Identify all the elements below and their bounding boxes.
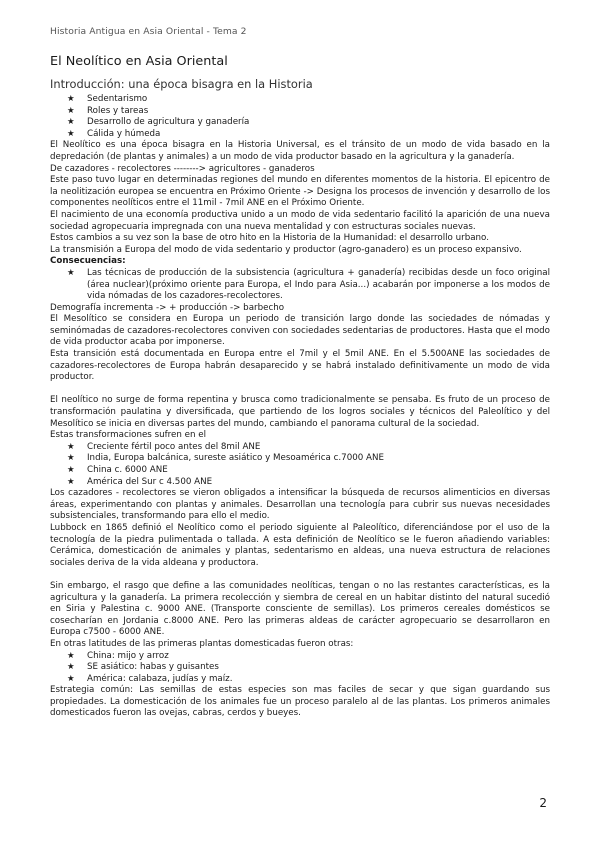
star-bullet-icon: ★ — [67, 662, 75, 673]
bullet-item — [50, 106, 550, 118]
section-subtitle: Introducción: una época bisagra en la Historia — [50, 77, 313, 91]
paragraph-urban-development: Estos cambios a su vez son la base de otro hito en la Historia de la Humanidad: el desarrollo urbano. — [50, 233, 489, 244]
star-bullet-icon: ★ — [67, 117, 75, 128]
paragraph-gradual-process: El neolítico no surge de forma repentina y brusca como tradicionalmente se pensaba. Es fruto de un proceso de transformación paulatina y diversificada, que partiendo de los logros sociales y técnicos del Paleolítico y del Mesolítico se inicia en diversas partes del mundo, cambiando el panorama cultural de la sociedad. — [50, 395, 550, 429]
star-bullet-icon: ★ — [67, 128, 75, 139]
paragraph-demography: Demografía incrementa -> + producción -> barbecho — [50, 302, 285, 313]
star-bullet-icon: ★ — [67, 267, 75, 278]
bullet-item — [50, 129, 550, 141]
star-bullet-icon: ★ — [67, 650, 75, 661]
bullet-item — [50, 94, 550, 106]
running-header: Historia Antigua en Asia Oriental - Tema 2 — [50, 26, 247, 37]
paragraph-lubbock: Lubbock en 1865 definió el Neolítico como el periodo siguiente al Paleolítico, diferenciándose por el uso de la tecnología de la piedra pulimentada o tallada. A esta definición de Neolítico se le fueron añadiendo variables: Cerámica, domesticación de animales y plantas, sedentarismo en aldeas, una nueva estructura de relaciones sociales deriva de la vida aldeana y productora. — [50, 522, 550, 568]
star-bullet-icon: ★ — [67, 94, 75, 104]
bullet-item — [50, 117, 550, 129]
transformations-bullet-list — [50, 442, 550, 488]
star-bullet-icon: ★ — [67, 105, 75, 116]
bullet-text: China c. 6000 ANE — [87, 465, 168, 475]
star-bullet-icon: ★ — [67, 441, 75, 452]
bullet-item — [50, 465, 550, 477]
bullet-text: América del Sur c 4.500 ANE — [87, 476, 213, 487]
consequences-bullet-list — [50, 268, 550, 303]
star-bullet-icon: ★ — [67, 673, 75, 684]
consequences-label: Consecuencias — [50, 256, 123, 267]
paragraph-hunter-gatherers: Los cazadores - recolectores se vieron obligados a intensificar la búsqueda de recursos alimenticios en diversas áreas, experimentando con plantas y animales. Desarrollan una tecnología para cubrir sus nuevas necesidades subsistenciales, transformando para ello el medio. — [50, 488, 550, 522]
bullet-text: Las técnicas de producción de la subsistencia (agricultura + ganadería) recibidas desde un foco original (área nuclear)(próximo oriente para Europa, el Indo para Asia...) acabarán por imponerse a los modos de vida nómadas de los cazadores-recolectores. — [87, 267, 550, 302]
paragraph-other-latitudes: En otras latitudes de las primeras plantas domesticadas fueron otras: — [50, 638, 354, 649]
intro-bullet-list — [50, 94, 550, 140]
bullet-item — [50, 674, 550, 686]
bullet-item — [50, 442, 550, 454]
page-number: 2 — [539, 796, 547, 810]
bullet-text: China: mijo y arroz — [87, 650, 169, 661]
plants-bullet-list — [50, 651, 550, 686]
paragraph-transition-dates: Esta transición está documentada en Europa entre el 7mil y el 5mil ANE. En el 5.500ANE las sociedades de cazadores-recolectores de Europa habrán desaparecido y se habrá instalado definitivamente un modo de vida productor. — [50, 349, 550, 383]
bullet-text: Creciente fértil poco antes del 8mil ANE — [87, 441, 261, 452]
bullet-text: Roles y tareas — [87, 105, 149, 116]
bullet-text: Desarrollo de agricultura y ganadería — [87, 117, 250, 128]
paragraph-productive-economy: El nacimiento de una economía productiva unido a un modo de vida sedentario facilitó la aparición de una nueva sociedad agropecuaria impregnada con una nueva mentalidad y con estructuras sociales nuevas. — [50, 209, 550, 232]
page-title: El Neolítico en Asia Oriental — [50, 54, 228, 69]
star-bullet-icon: ★ — [67, 465, 75, 475]
bullet-text: Cálida y húmeda — [87, 128, 161, 139]
page-content — [50, 54, 550, 720]
bullet-item — [50, 651, 550, 663]
paragraph-epicenter: Este paso tuvo lugar en determinadas regiones del mundo en diferentes momentos de la historia. El epicentro de la neolitización europea se encuentra en Próximo Oriente -> Designa los procesos de invención y desarrollo de los componentes neolíticos entre el 11mil - 7mil ANE en el Próximo Oriente. — [50, 175, 550, 209]
paragraph-common-strategy: Estrategia común: Las semillas de estas especies son mas faciles de secar y que sigan guardando sus propiedades. La domesticación de los animales fue un proceso paralelo al de las plantas. Los primeros animales domesticados fueron las ovejas, cabras, cerdos y bueyes. — [50, 685, 550, 719]
star-bullet-icon: ★ — [67, 453, 75, 464]
paragraph-gap — [50, 569, 550, 581]
bullet-item — [50, 662, 550, 674]
paragraph-gap — [50, 384, 550, 396]
bullet-item — [50, 453, 550, 465]
paragraph-transmission-europe: La transmisión a Europa del modo de vida sedentario y productor (agro-ganadero) es un proceso expansivo. — [50, 244, 522, 255]
paragraph-transformations-intro: Estas transformaciones sufren en el — [50, 430, 207, 441]
bullet-text: América: calabaza, judías y maíz. — [87, 673, 233, 684]
bullet-item — [50, 268, 550, 303]
bullet-text: SE asiático: habas y guisantes — [87, 662, 219, 673]
paragraph-definition: El Neolítico es una época bisagra en la Historia Universal, es el tránsito de un modo de vida basado en la depredación (de plantas y animales) a un modo de vida productor basado en la agricultura y la ganadería. — [50, 140, 550, 162]
star-bullet-icon: ★ — [67, 476, 75, 487]
paragraph-mesolithic: El Mesolítico se considera en Europa un periodo de transición largo donde las sociedades de nómadas y seminómadas de cazadores-recolectores conviven con sociedades sedentarias de productores. Hasta que el modo de vida productor acaba por imponerse. — [50, 314, 550, 348]
bullet-text: Sedentarismo — [87, 94, 148, 104]
paragraph-transition-arrow: De cazadores - recolectores --------> agricultores - ganaderos — [50, 163, 315, 174]
bullet-text: India, Europa balcánica, sureste asiático y Mesoamérica c.7000 ANE — [87, 453, 384, 464]
consequences-heading: Consecuencias: — [50, 256, 126, 267]
bullet-item — [50, 477, 550, 489]
paragraph-defining-trait: Sin embargo, el rasgo que define a las comunidades neolíticas, tengan o no las restantes características, es la agricultura y la ganadería. La primera recolección y siembra de cereal en un habitar distinto del natural sucedió en Siria y Palestina c. 9000 ANE. (Transporte consciente de semillas). Los primeros cereales domésticos se cosecharían en Jordania c.8000 ANE. Pero las primeras aldeas de carácter agropecuario se desarrollaron en Europa c7500 - 6000 ANE. — [50, 580, 550, 638]
